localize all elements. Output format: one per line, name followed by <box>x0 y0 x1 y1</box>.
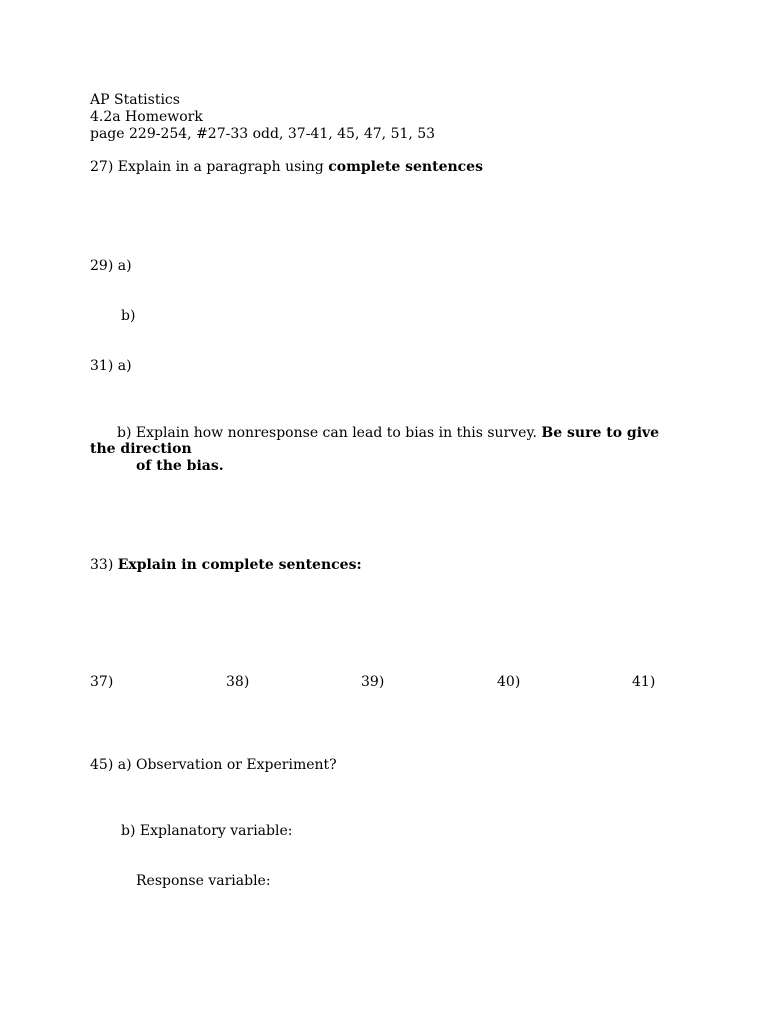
question-45-response: Response variable: <box>136 873 271 889</box>
question-33-bold: Explain in complete sentences: <box>117 557 362 573</box>
question-33-number: 33) <box>90 557 118 573</box>
question-40: 40) <box>497 674 521 690</box>
course-title: AP Statistics <box>90 92 180 108</box>
question-31b-line3 <box>136 458 224 475</box>
question-31b-text: b) Explain how nonresponse can lead to bias in this survey. <box>117 425 542 441</box>
assignment-title: 4.2a Homework <box>90 109 203 125</box>
question-29a: 29) a) <box>90 258 132 274</box>
question-33 <box>90 557 362 574</box>
question-31b-bold-1: Be sure to give <box>541 425 660 441</box>
question-38: 38) <box>226 674 250 690</box>
question-37: 37) <box>90 674 114 690</box>
question-27-text: 27) Explain in a paragraph using <box>90 159 329 175</box>
question-27-bold: complete sentences <box>328 159 483 175</box>
question-41: 41) <box>632 674 656 690</box>
question-31a: 31) a) <box>90 358 132 374</box>
question-31b-line2 <box>90 441 192 458</box>
question-29b: b) <box>121 308 136 324</box>
question-39: 39) <box>361 674 385 690</box>
assignment-pages: page 229-254, #27-33 odd, 37-41, 45, 47, 51, 53 <box>90 126 436 142</box>
question-45b: b) Explanatory variable: <box>121 823 293 839</box>
question-31b-line1 <box>117 425 659 442</box>
question-31b-bold-2: the direction <box>90 441 192 457</box>
question-27 <box>90 159 483 176</box>
question-45a: 45) a) Observation or Experiment? <box>90 757 337 773</box>
question-31b-bold-3: of the bias. <box>136 458 224 474</box>
